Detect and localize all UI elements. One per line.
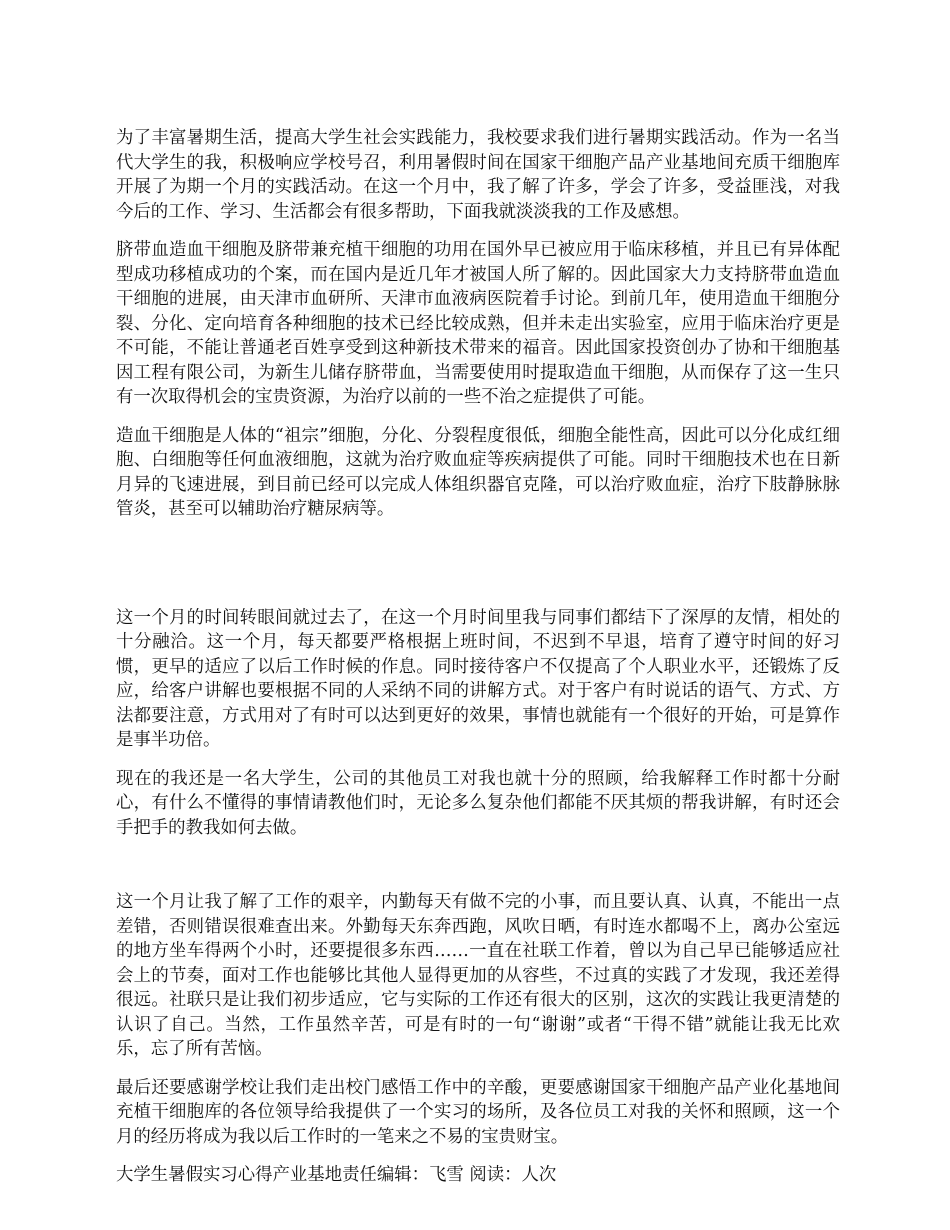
- paragraph-thanks: 最后还要感谢学校让我们走出校门感悟工作中的辛酸，更要感谢国家干细胞产品产业化基地间充植干细胞库的各位领导给我提供了一个实习的场所，及各位员工对我的关怀和照顾，这一个月的经历将成为我以后工作时的一笔来之不易的宝贵财宝。: [116, 1077, 840, 1147]
- footer-editor-line: 大学生暑假实习心得产业基地责任编辑：飞雪 阅读：人次: [116, 1165, 557, 1185]
- document-body: [116, 126, 840, 1188]
- paragraph-hardship: 这一个月让我了解了工作的艰辛，内勤每天有做不完的小事，而且要认真、认真，不能出一点差错，否则错误很难查出来。外勤每天东奔西跑，风吹日晒，有时连水都喝不上，离办公室远的地方坐车得两个小时，还要提很多东西……一直在社联工作着，曾以为自己早已能够适应社会上的节奏，面对工作也能够比其他人显得更加的从容些，不过真的实践了才发现，我还差得很远。社联只是让我们初步适应，它与实际的工作还有很大的区别，这次的实践让我更清楚的认识了自己。当然，工作虽然辛苦，可是有时的一句“谢谢”或者“干得不错”就能让我无比欢乐，忘了所有苦恼。: [116, 892, 840, 1059]
- section-spacer: [116, 536, 840, 606]
- section-spacer: [116, 854, 840, 890]
- paragraph-month-summary: 这一个月的时间转眼间就过去了，在这一个月时间里我与同事们都结下了深厚的友情，相处的十分融洽。这一个月，每天都要严格根据上班时间，不迟到不早退，培育了遵守时间的好习惯，更早的适应了以后工作时候的作息。同时接待客户不仅提高了个人职业水平，还锻炼了反应，给客户讲解也要根据不同的人采纳不同的讲解方式。对于客户有时说话的语气、方式、方法都要注意，方式用对了有时可以达到更好的效果，事情也就能有一个很好的开始，可是算作是事半功倍。: [116, 607, 840, 750]
- paragraph-stem-cells: 造血干细胞是人体的“祖宗”细胞，分化、分裂程度很低，细胞全能性高，因此可以分化成红细胞、白细胞等任何血液细胞，这就为治疗败血症等疾病提供了可能。同时干细胞技术也在日新月异的飞速进展，到目前已经可以完成人体组织器官克隆，可以治疗败血症，治疗下肢静脉脉管炎，甚至可以辅助治疗糖尿病等。: [116, 425, 840, 519]
- paragraph-intro: 为了丰富暑期生活，提高大学生社会实践能力，我校要求我们进行暑期实践活动。作为一名当代大学生的我，积极响应学校号召，利用暑假时间在国家干细胞产品产业基地间充质干细胞库开展了为期一个月的实践活动。在这一个月中，我了解了许多，学会了许多，受益匪浅，对我今后的工作、学习、生活都会有很多帮助，下面我就淡淡我的工作及感想。: [116, 128, 840, 222]
- paragraph-cord-blood: 脐带血造血干细胞及脐带兼充植干细胞的功用在国外早已被应用于临床移植，并且已有异体配型成功移植成功的个案，而在国内是近几年才被国人所了解的。因此国家大力支持脐带血造血干细胞的进展，由天津市血研所、天津市血液病医院着手讨论。到前几年，使用造血干细胞分裂、分化、定向培育各种细胞的技术已经比较成熟，但并未走出实验室，应用于临床治疗更是不可能，不能让普通老百姓享受到这种新技术带来的福音。因此国家投资创办了协和干细胞基因工程有限公司，为新生儿储存脐带血，当需要使用时提取造血干细胞，从而保存了这一生只有一次取得机会的宝贵资源，为治疗以前的一些不治之症提供了可能。: [116, 240, 840, 407]
- paragraph-colleagues: 现在的我还是一名大学生，公司的其他员工对我也就十分的照顾，给我解释工作时都十分耐心，有什么不懂得的事情请教他们时，无论多么复杂他们都能不厌其烦的帮我讲解，有时还会手把手的教我如何去做。: [116, 768, 840, 838]
